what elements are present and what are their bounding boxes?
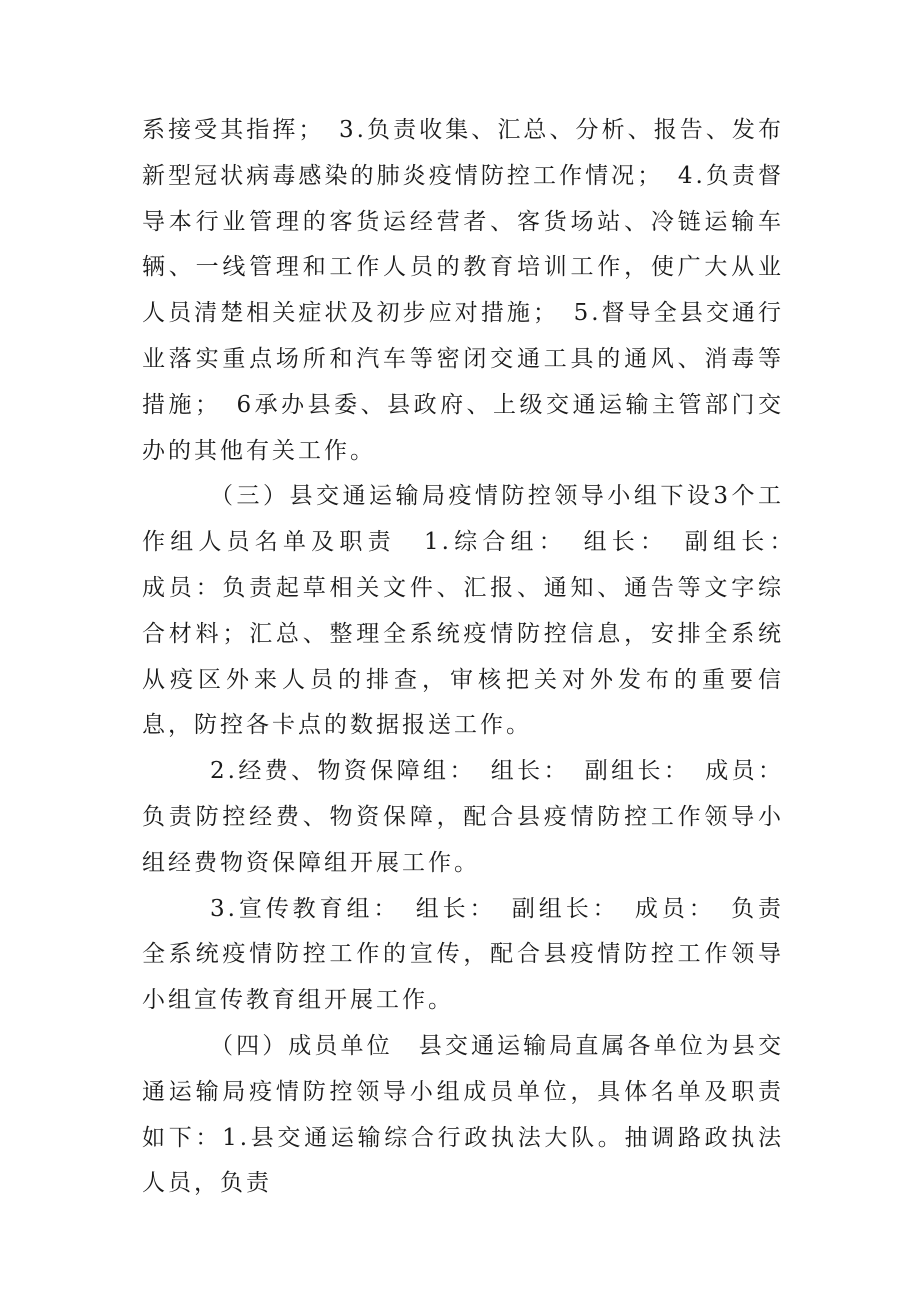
- document-body: [142, 108, 810, 1207]
- paragraph-publicity-group: 3.宣传教育组： 组长： 副组长： 成员： 负责全系统疫情防控工作的宣传，配合县疫情防控工作领导小组宣传教育组开展工作。: [142, 895, 784, 1014]
- paragraph-funding-group: 2.经费、物资保障组： 组长： 副组长： 成员：负责防控经费、物资保障，配合县疫情防控工作领导小组经费物资保障组开展工作。: [142, 758, 784, 876]
- paragraph-member-units: （四）成员单位 县交通运输局直属各单位为县交通运输局疫情防控领导小组成员单位，具体名单及职责如下：1.县交通运输综合行政执法大队。抽调路政执法人员，负责: [142, 1032, 784, 1197]
- paragraph-leading-duties: 系接受其指挥； 3.负责收集、汇总、分析、报告、发布新型冠状病毒感染的肺炎疫情防控工作情况； 4.负责督导本行业管理的客货运经营者、客货场站、冷链运输车辆、一线管理和工作人员的教育培训工作，使广大从业人员清楚相关症状及初步应对措施； 5.督导全县交通行业落实重点场所和汽车等密闭交通工具的通风、消毒等措施； 6承办县委、县政府、上级交通运输主管部门交办的其他有关工作。: [142, 117, 784, 464]
- paragraph-working-groups: （三）县交通运输局疫情防控领导小组下设3个工作组人员名单及职责 1.综合组： 组长： 副组长： 成员：负责起草相关文件、汇报、通知、通告等文字综合材料；汇总、整理全系统疫情防控信息，安排全系统从疫区外来人员的排查，审核把关对外发布的重要信息，防控各卡点的数据报送工作。: [142, 483, 810, 739]
